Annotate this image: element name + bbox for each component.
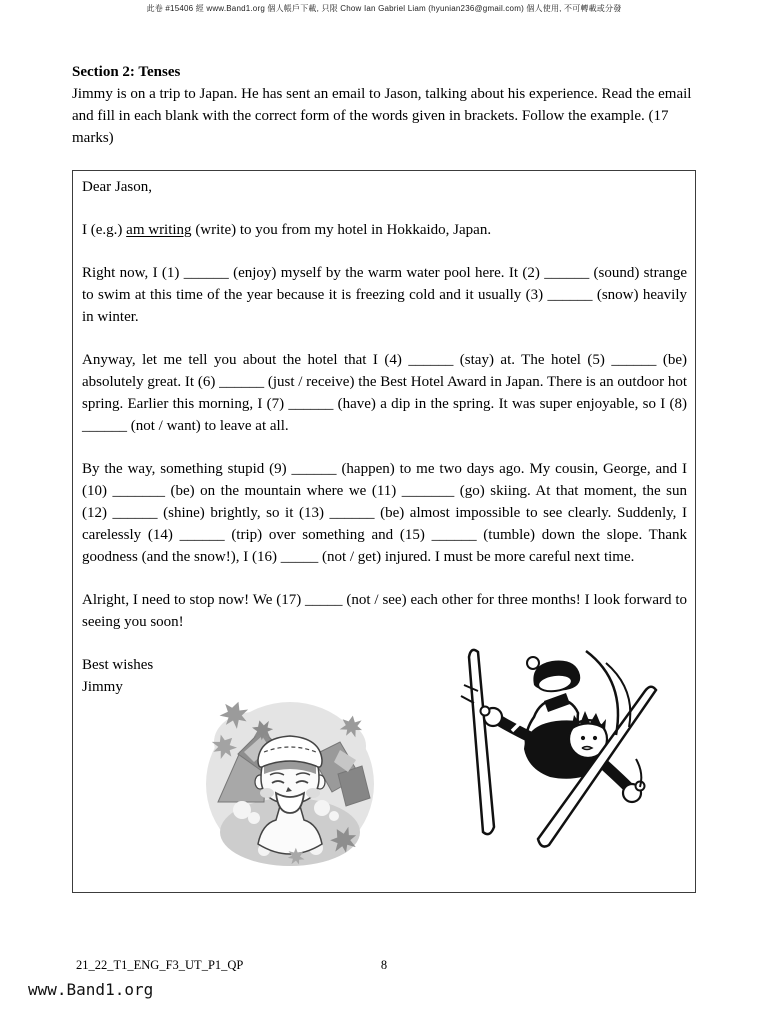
- hot-spring-illustration: [204, 690, 376, 875]
- email-paragraph: Right now, I (1) ______ (enjoy) myself by the warm water pool here. It (2) ______ (sound) strange to swim at this time of the year because it is freezing cold and it usually (3) ______ (snow) heavily in winter.: [82, 265, 687, 325]
- email-paragraph: Anyway, let me tell you about the hotel that I (4) ______ (stay) at. The hotel (5) ______ (be) absolutely great. It (6) ______ (just / receive) the Best Hotel Award in Japan. There is an outdoor hot spring. Earlier this morning, I (7) ______ (have) a dip in the spring. It was super enjoyable, so I (8) ______ (not / want) to leave at all.: [82, 352, 687, 434]
- example-pre: I (e.g.): [82, 222, 127, 238]
- knit-hat: [527, 657, 580, 693]
- email-closing: Best wishes: [82, 657, 154, 673]
- section-intro: [72, 61, 694, 149]
- copyright-notice: 此卷 #15406 經 www.Band1.org 個人帳戶下載, 只限 Chow Ian Gabriel Liam (hyunian236@gmail.com) 個人使用, 不可轉載或分發: [146, 4, 622, 13]
- hot-spring-scene: [206, 697, 374, 867]
- page-number: 8: [380, 958, 388, 972]
- email-paragraph: Alright, I need to stop now! We (17) _____ (not / see) each other for three months! I look forward to seeing you soon!: [82, 592, 687, 630]
- document-code: 21_22_T1_ENG_F3_UT_P1_QP: [76, 958, 244, 972]
- site-watermark: www.Band1.org: [28, 980, 154, 999]
- bather: [255, 736, 325, 854]
- left-ski: [469, 650, 494, 834]
- email-example-line: [82, 219, 687, 241]
- section-title: Section 2: Tenses: [72, 64, 181, 80]
- email-greeting: Dear Jason,: [82, 179, 152, 195]
- section-instructions: Jimmy is on a trip to Japan. He has sent an email to Jason, talking about his experience. Read the email and fill in each blank with the correct form of the words given in brackets. Follow the example. (17 marks): [72, 86, 692, 146]
- pompom: [527, 657, 539, 669]
- email-signature: Jimmy: [82, 679, 123, 695]
- falling-skier-illustration: [438, 641, 663, 849]
- example-answer: am writing: [126, 222, 192, 238]
- falling-skier-scene: [461, 650, 656, 847]
- email-box: [72, 170, 696, 893]
- skier-body: [481, 693, 645, 802]
- email-paragraph: By the way, something stupid (9) ______ (happen) to me two days ago. My cousin, George, and I (10) _______ (be) on the mountain where we (11) _______ (go) skiing. At that moment, the sun (12) ______ (shine) brightly, so it (13) ______ (be) almost impossible to see clearly. Suddenly, I carelessly (14) ______ (trip) over something and (15) ______ (tumble) down the slope. Thank goodness (and the snow!), I (16) _____ (not / get) injured. I must be more careful next time.: [82, 461, 687, 565]
- example-post: (write) to you from my hotel in Hokkaido, Japan.: [191, 222, 492, 238]
